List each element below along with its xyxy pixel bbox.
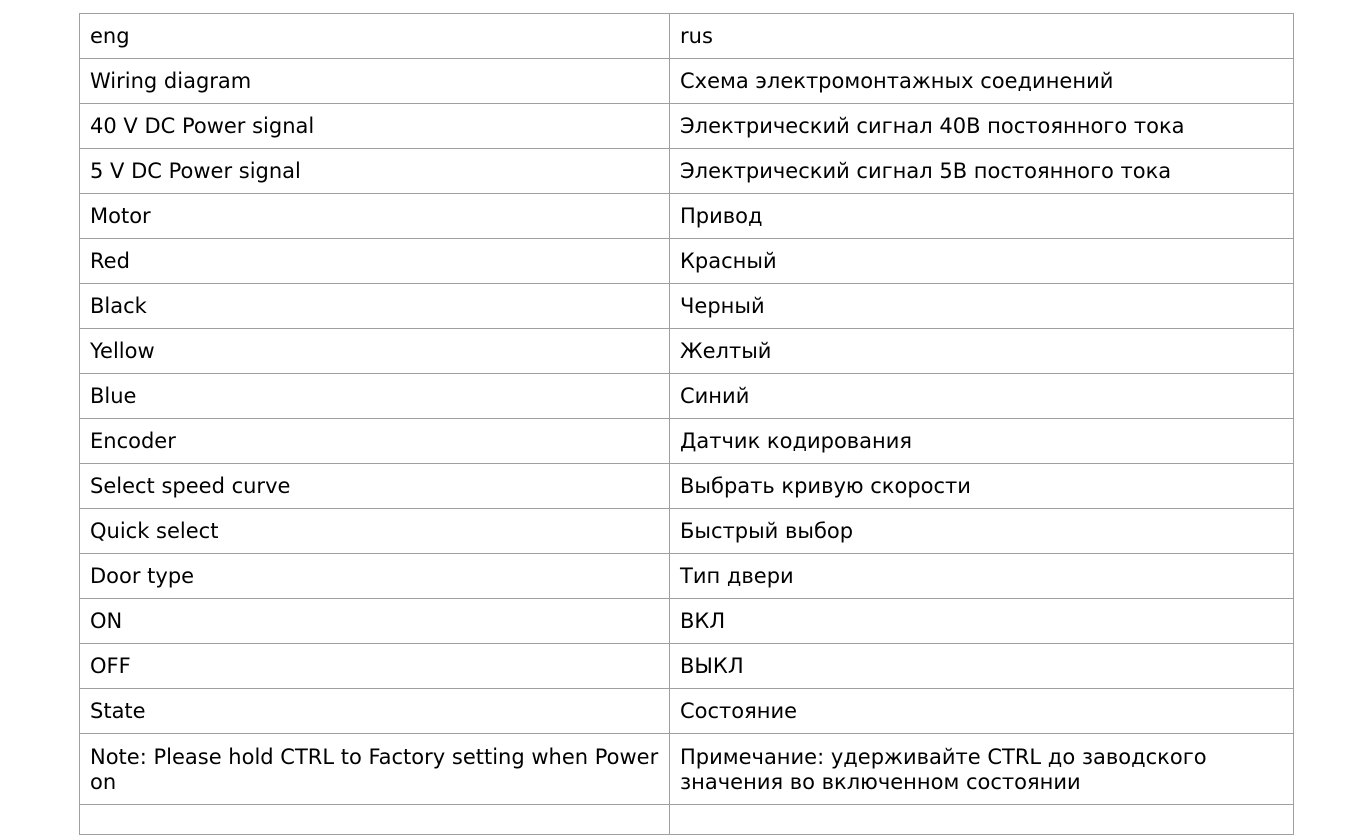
rus-cell: Выбрать кривую скорости xyxy=(670,464,1294,509)
eng-cell: 40 V DC Power signal xyxy=(80,104,670,149)
rus-cell: ВЫКЛ xyxy=(670,644,1294,689)
table-row xyxy=(80,239,1294,284)
table-row xyxy=(80,284,1294,329)
eng-cell: Select speed curve xyxy=(80,464,670,509)
rus-cell: Датчик кодирования xyxy=(670,419,1294,464)
table-row xyxy=(80,419,1294,464)
table-row xyxy=(80,104,1294,149)
rus-cell: Быстрый выбор xyxy=(670,509,1294,554)
eng-cell: Black xyxy=(80,284,670,329)
column-header-rus: rus xyxy=(670,14,1294,59)
column-header-eng: eng xyxy=(80,14,670,59)
rus-cell: Электрический сигнал 40В постоянного тока xyxy=(670,104,1294,149)
rus-cell: Электрический сигнал 5В постоянного тока xyxy=(670,149,1294,194)
eng-cell: OFF xyxy=(80,644,670,689)
eng-cell: Door type xyxy=(80,554,670,599)
table-row-empty xyxy=(80,805,1294,835)
table-row xyxy=(80,374,1294,419)
rus-cell: Привод xyxy=(670,194,1294,239)
table-row xyxy=(80,599,1294,644)
table-row xyxy=(80,734,1294,805)
table-row xyxy=(80,464,1294,509)
table-row xyxy=(80,59,1294,104)
eng-cell: Red xyxy=(80,239,670,284)
eng-cell: Yellow xyxy=(80,329,670,374)
table-header-row xyxy=(80,14,1294,59)
eng-cell: Encoder xyxy=(80,419,670,464)
eng-cell: 5 V DC Power signal xyxy=(80,149,670,194)
translation-table xyxy=(79,13,1294,835)
table-row xyxy=(80,149,1294,194)
rus-cell: Тип двери xyxy=(670,554,1294,599)
eng-cell: Blue xyxy=(80,374,670,419)
table-row xyxy=(80,329,1294,374)
rus-cell: Примечание: удерживайте CTRL до заводского значения во включенном состоянии xyxy=(670,734,1294,805)
rus-cell: Желтый xyxy=(670,329,1294,374)
eng-cell: Wiring diagram xyxy=(80,59,670,104)
eng-cell-empty xyxy=(80,805,670,835)
rus-cell: ВКЛ xyxy=(670,599,1294,644)
eng-cell: Motor xyxy=(80,194,670,239)
table-row xyxy=(80,194,1294,239)
rus-cell-empty xyxy=(670,805,1294,835)
translation-table-container xyxy=(79,13,1293,835)
rus-cell: Синий xyxy=(670,374,1294,419)
eng-cell: Note: Please hold CTRL to Factory setting when Power on xyxy=(80,734,670,805)
eng-cell: State xyxy=(80,689,670,734)
table-row xyxy=(80,554,1294,599)
rus-cell: Черный xyxy=(670,284,1294,329)
eng-cell: Quick select xyxy=(80,509,670,554)
table-row xyxy=(80,509,1294,554)
eng-cell: ON xyxy=(80,599,670,644)
rus-cell: Красный xyxy=(670,239,1294,284)
rus-cell: Состояние xyxy=(670,689,1294,734)
rus-cell: Схема электромонтажных соединений xyxy=(670,59,1294,104)
table-row xyxy=(80,689,1294,734)
table-row xyxy=(80,644,1294,689)
